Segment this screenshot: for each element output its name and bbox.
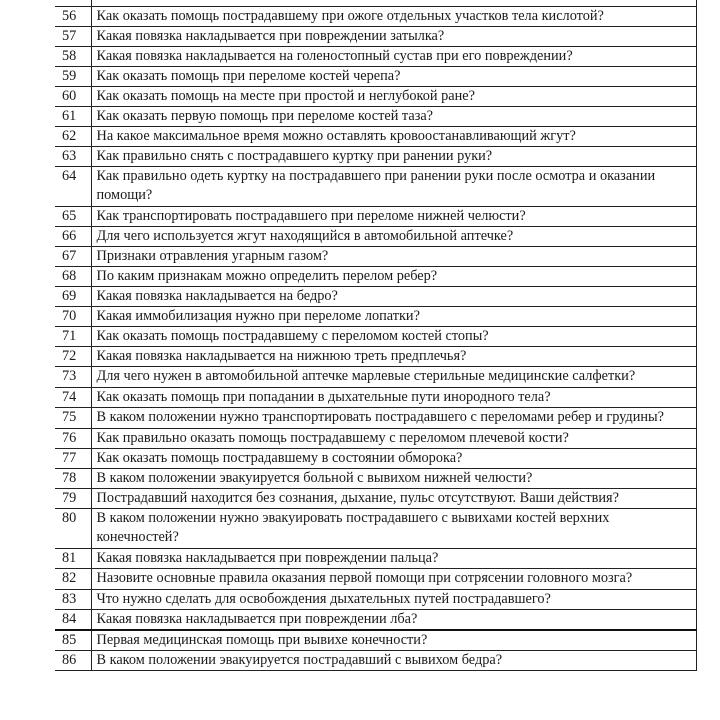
question-number: 69	[55, 287, 91, 307]
question-text: Как оказать помощь при попадании в дыхательные пути инородного тела?	[96, 389, 551, 405]
table-row	[55, 429, 696, 449]
question-number: 57	[55, 27, 91, 47]
question-number: 76	[55, 429, 91, 449]
question-text-cell	[91, 307, 696, 327]
question-text: Как правильно оказать помощь пострадавшему с переломом плечевой кости?	[96, 430, 569, 446]
table-row	[55, 307, 696, 327]
question-text: Как правильно одеть куртку на пострадавшего при ранении руки после осмотра и оказании помощи?	[96, 168, 656, 203]
question-text-cell	[91, 590, 696, 610]
question-text-cell	[91, 630, 696, 651]
question-text: Как оказать помощь пострадавшему при ожоге отдельных участков тела кислотой?	[96, 8, 604, 24]
question-text-cell	[91, 7, 696, 27]
question-number: 67	[55, 247, 91, 267]
question-text: Как транспортировать пострадавшего при переломе нижней челюсти?	[96, 208, 526, 224]
table-row	[55, 367, 696, 388]
question-number: 60	[55, 87, 91, 107]
question-text: Как оказать помощь на месте при простой и неглубокой ране?	[96, 88, 475, 104]
table-row	[55, 489, 696, 509]
question-text: Признаки отравления угарным газом?	[96, 248, 329, 264]
question-text-cell	[91, 47, 696, 67]
table-row	[55, 509, 696, 549]
question-number: 83	[55, 590, 91, 610]
question-text: Назовите основные правила оказания первой помощи при сотрясении головного мозга?	[96, 570, 633, 586]
question-text: На какое максимальное время можно оставлять кровоостанавливающий жгут?	[96, 128, 576, 144]
question-text-cell	[91, 207, 696, 227]
question-text: Какая повязка накладывается на нижнюю треть предплечья?	[96, 348, 467, 364]
question-number: 56	[55, 7, 91, 27]
question-text: По каким признакам можно определить перелом ребер?	[96, 268, 438, 284]
question-number: 72	[55, 347, 91, 367]
question-text: Пострадавший находится без сознания, дыхание, пульс отсутствуют. Ваши действия?	[96, 490, 619, 506]
question-number: 78	[55, 469, 91, 489]
question-text-cell	[91, 569, 696, 590]
question-text: В каком положении эвакуируется больной с вывихом нижней челюсти?	[96, 470, 533, 486]
question-text-cell	[91, 388, 696, 408]
table-row	[55, 327, 696, 347]
questions-table	[55, 0, 697, 671]
table-row	[55, 167, 696, 207]
question-text-cell	[91, 267, 696, 287]
table-row	[55, 47, 696, 67]
question-text: Как оказать помощь пострадавшему в состоянии обморока?	[96, 450, 463, 466]
question-number: 82	[55, 569, 91, 590]
question-text: Для чего используется жгут находящийся в автомобильной аптечке?	[96, 228, 514, 244]
question-text-cell	[91, 147, 696, 167]
table-row	[55, 449, 696, 469]
table-row	[55, 267, 696, 287]
question-text: Какая повязка накладывается на голеностопный сустав при его повреждении?	[96, 48, 573, 64]
question-number: 70	[55, 307, 91, 327]
question-number: 79	[55, 489, 91, 509]
table-row	[55, 207, 696, 227]
question-number: 86	[55, 651, 91, 671]
question-text: В каком положении нужно транспортировать пострадавшего с переломами ребер и грудины?	[96, 409, 664, 425]
question-text: Какая повязка накладывается при повреждении лба?	[96, 611, 418, 627]
table-row	[55, 549, 696, 569]
question-number: 84	[55, 610, 91, 631]
question-text: Как оказать первую помощь при переломе костей таза?	[96, 108, 434, 124]
question-text-cell	[91, 287, 696, 307]
question-text-cell	[91, 469, 696, 489]
question-text-cell	[91, 227, 696, 247]
table-row	[55, 569, 696, 590]
question-text: В каком положении нужно эвакуировать пострадавшего с вывихами костей верхних конечностей?	[96, 510, 610, 545]
question-text-cell	[91, 67, 696, 87]
question-text-cell	[91, 509, 696, 549]
questions-table-body	[55, 0, 696, 671]
question-text: Какая иммобилизация нужно при переломе лопатки?	[96, 308, 420, 324]
question-number: 63	[55, 147, 91, 167]
question-number: 65	[55, 207, 91, 227]
table-row	[55, 227, 696, 247]
question-text: В каком положении эвакуируется пострадавший с вывихом бедра?	[96, 652, 503, 668]
question-number: 62	[55, 127, 91, 147]
question-text-cell	[91, 549, 696, 569]
question-number: 58	[55, 47, 91, 67]
question-text-cell	[91, 107, 696, 127]
table-row	[55, 287, 696, 307]
question-text-cell	[91, 610, 696, 631]
question-number: 61	[55, 107, 91, 127]
question-number: 68	[55, 267, 91, 287]
table-row	[55, 630, 696, 651]
table-row	[55, 67, 696, 87]
table-row	[55, 147, 696, 167]
table-row	[55, 7, 696, 27]
table-row	[55, 388, 696, 408]
question-text: Как правильно снять с пострадавшего куртку при ранении руки?	[96, 148, 493, 164]
table-row	[55, 107, 696, 127]
question-text-cell	[91, 347, 696, 367]
question-text-cell	[91, 489, 696, 509]
question-text-cell	[91, 167, 696, 207]
table-row	[55, 127, 696, 147]
question-number: 73	[55, 367, 91, 388]
question-text-cell	[91, 247, 696, 267]
table-row	[55, 347, 696, 367]
question-number: 81	[55, 549, 91, 569]
table-row	[55, 87, 696, 107]
question-text: Какая повязка накладывается при повреждении затылка?	[96, 28, 445, 44]
question-text-cell	[91, 87, 696, 107]
table-row	[55, 651, 696, 671]
question-number: 80	[55, 509, 91, 549]
table-row	[55, 247, 696, 267]
question-text-cell	[91, 429, 696, 449]
question-number: 59	[55, 67, 91, 87]
question-text: Для чего нужен в автомобильной аптечке марлевые стерильные медицинские салфетки?	[96, 368, 636, 384]
question-text-cell	[91, 367, 696, 388]
question-text-cell	[91, 127, 696, 147]
question-text: Как оказать помощь при переломе костей черепа?	[96, 68, 401, 84]
question-number: 71	[55, 327, 91, 347]
question-number: 75	[55, 408, 91, 429]
question-number: 66	[55, 227, 91, 247]
question-number: 85	[55, 630, 91, 651]
question-number: 77	[55, 449, 91, 469]
question-text-cell	[91, 449, 696, 469]
question-text: Что нужно сделать для освобождения дыхательных путей пострадавшего?	[96, 591, 551, 607]
question-text: Первая медицинская помощь при вывихе конечности?	[96, 632, 428, 648]
question-text-cell	[91, 327, 696, 347]
question-number: 64	[55, 167, 91, 207]
table-row	[55, 590, 696, 610]
table-row	[55, 469, 696, 489]
question-text-cell	[91, 27, 696, 47]
question-text-cell	[91, 651, 696, 671]
table-row	[55, 27, 696, 47]
question-text-cell	[91, 408, 696, 429]
question-text: Какая повязка накладывается на бедро?	[96, 288, 338, 304]
question-number: 74	[55, 388, 91, 408]
question-text: Какая повязка накладывается при повреждении пальца?	[96, 550, 439, 566]
question-text: Как оказать помощь пострадавшему с переломом костей стопы?	[96, 328, 489, 344]
table-row	[55, 408, 696, 429]
table-row	[55, 610, 696, 631]
